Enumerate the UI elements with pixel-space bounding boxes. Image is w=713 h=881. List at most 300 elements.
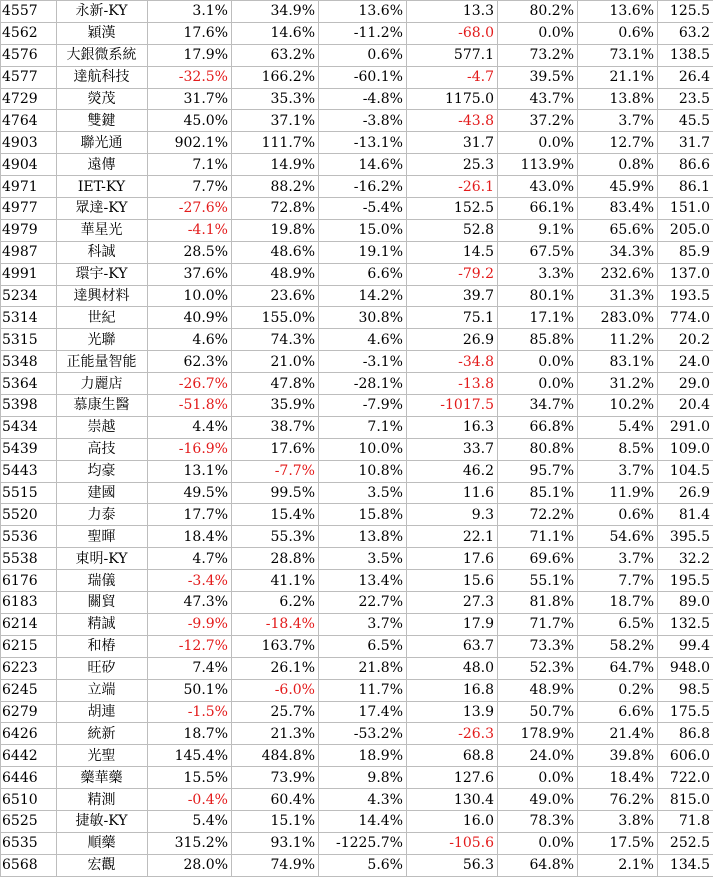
value-cell-6: 2.1%	[578, 854, 658, 876]
value-cell-1: -3.4%	[148, 570, 232, 592]
value-cell-7: 395.5	[658, 526, 713, 548]
stock-name-cell: 光聖	[57, 745, 148, 767]
value-cell-1: 50.1%	[148, 679, 232, 701]
value-cell-4: 52.8	[407, 219, 498, 241]
value-cell-3: 13.6%	[319, 1, 407, 23]
stock-name-cell: 大銀微系統	[57, 44, 148, 66]
value-cell-1: 18.4%	[148, 526, 232, 548]
value-cell-6: 0.2%	[578, 679, 658, 701]
value-cell-7: 193.5	[658, 285, 713, 307]
stock-code-cell: 6568	[1, 854, 57, 876]
value-cell-7: 20.2	[658, 329, 713, 351]
stock-code-cell: 6223	[1, 657, 57, 679]
value-cell-7: 134.5	[658, 854, 713, 876]
value-cell-5: 71.7%	[498, 613, 578, 635]
table-row	[1, 110, 713, 132]
stock-code-cell: 6525	[1, 810, 57, 832]
table-row	[1, 66, 713, 88]
stock-code-cell: 6279	[1, 701, 57, 723]
stock-name-cell: 均豪	[57, 460, 148, 482]
value-cell-5: 73.2%	[498, 44, 578, 66]
value-cell-4: 75.1	[407, 307, 498, 329]
value-cell-6: 45.9%	[578, 176, 658, 198]
value-cell-7: 606.0	[658, 745, 713, 767]
value-cell-1: 4.7%	[148, 548, 232, 570]
value-cell-4: 9.3	[407, 504, 498, 526]
value-cell-7: 26.9	[658, 482, 713, 504]
stock-name-cell: 永新-KY	[57, 1, 148, 23]
value-cell-4: 33.7	[407, 438, 498, 460]
stock-name-cell: 建國	[57, 482, 148, 504]
value-cell-3: 15.0%	[319, 219, 407, 241]
table-row	[1, 351, 713, 373]
value-cell-7: 26.4	[658, 66, 713, 88]
value-cell-5: 39.5%	[498, 66, 578, 88]
value-cell-2: -7.7%	[232, 460, 319, 482]
stock-code-cell: 5364	[1, 373, 57, 395]
value-cell-7: 125.5	[658, 1, 713, 23]
value-cell-5: 3.3%	[498, 263, 578, 285]
value-cell-6: 17.5%	[578, 832, 658, 854]
stock-name-cell: 宏觀	[57, 854, 148, 876]
stock-code-cell: 5234	[1, 285, 57, 307]
value-cell-5: 55.1%	[498, 570, 578, 592]
table-row	[1, 198, 713, 220]
value-cell-1: 40.9%	[148, 307, 232, 329]
value-cell-3: 3.7%	[319, 613, 407, 635]
table-row	[1, 789, 713, 811]
stock-name-cell: 光聯	[57, 329, 148, 351]
value-cell-7: 104.5	[658, 460, 713, 482]
value-cell-5: 72.2%	[498, 504, 578, 526]
value-cell-5: 73.3%	[498, 635, 578, 657]
stock-code-cell: 4576	[1, 44, 57, 66]
value-cell-1: -9.9%	[148, 613, 232, 635]
value-cell-7: 89.0	[658, 592, 713, 614]
stock-code-cell: 4979	[1, 219, 57, 241]
stock-code-cell: 6535	[1, 832, 57, 854]
value-cell-5: 0.0%	[498, 351, 578, 373]
value-cell-6: 13.6%	[578, 1, 658, 23]
value-cell-5: 69.6%	[498, 548, 578, 570]
value-cell-5: 66.1%	[498, 198, 578, 220]
value-cell-1: 315.2%	[148, 832, 232, 854]
value-cell-6: 3.7%	[578, 110, 658, 132]
value-cell-2: 35.3%	[232, 88, 319, 110]
value-cell-2: 484.8%	[232, 745, 319, 767]
table-row	[1, 438, 713, 460]
stock-name-cell: 環宇-KY	[57, 263, 148, 285]
value-cell-4: 39.7	[407, 285, 498, 307]
value-cell-2: -18.4%	[232, 613, 319, 635]
value-cell-4: 56.3	[407, 854, 498, 876]
value-cell-6: 8.5%	[578, 438, 658, 460]
table-row	[1, 395, 713, 417]
table-row	[1, 219, 713, 241]
value-cell-5: 34.7%	[498, 395, 578, 417]
value-cell-3: 5.6%	[319, 854, 407, 876]
value-cell-1: 5.4%	[148, 810, 232, 832]
stock-code-cell: 5348	[1, 351, 57, 373]
value-cell-3: 14.4%	[319, 810, 407, 832]
value-cell-5: 66.8%	[498, 416, 578, 438]
value-cell-7: 99.4	[658, 635, 713, 657]
value-cell-3: 9.8%	[319, 767, 407, 789]
value-cell-5: 43.7%	[498, 88, 578, 110]
stock-name-cell: 力泰	[57, 504, 148, 526]
value-cell-7: 86.6	[658, 154, 713, 176]
value-cell-6: 0.6%	[578, 504, 658, 526]
value-cell-5: 85.8%	[498, 329, 578, 351]
stock-code-cell: 4904	[1, 154, 57, 176]
value-cell-1: -51.8%	[148, 395, 232, 417]
stock-name-cell: 順藥	[57, 832, 148, 854]
table-row	[1, 132, 713, 154]
stock-code-cell: 5314	[1, 307, 57, 329]
stock-name-cell: 科誠	[57, 241, 148, 263]
table-row	[1, 285, 713, 307]
value-cell-4: 17.6	[407, 548, 498, 570]
stock-code-cell: 4991	[1, 263, 57, 285]
stock-code-cell: 4577	[1, 66, 57, 88]
table-row	[1, 701, 713, 723]
value-cell-4: 46.2	[407, 460, 498, 482]
stock-code-cell: 5515	[1, 482, 57, 504]
value-cell-1: -0.4%	[148, 789, 232, 811]
table-row	[1, 526, 713, 548]
value-cell-2: 26.1%	[232, 657, 319, 679]
value-cell-6: 73.1%	[578, 44, 658, 66]
stock-name-cell: 東明-KY	[57, 548, 148, 570]
table-row	[1, 241, 713, 263]
stock-name-cell: 慕康生醫	[57, 395, 148, 417]
value-cell-1: 4.4%	[148, 416, 232, 438]
stock-name-cell: IET-KY	[57, 176, 148, 198]
value-cell-2: 38.7%	[232, 416, 319, 438]
value-cell-4: 16.3	[407, 416, 498, 438]
value-cell-2: 163.7%	[232, 635, 319, 657]
value-cell-6: 21.1%	[578, 66, 658, 88]
value-cell-2: 21.3%	[232, 723, 319, 745]
value-cell-1: 49.5%	[148, 482, 232, 504]
value-cell-4: 577.1	[407, 44, 498, 66]
value-cell-3: 11.7%	[319, 679, 407, 701]
value-cell-4: -4.7	[407, 66, 498, 88]
stock-name-cell: 統新	[57, 723, 148, 745]
table-row	[1, 460, 713, 482]
value-cell-5: 0.0%	[498, 132, 578, 154]
value-cell-6: 65.6%	[578, 219, 658, 241]
value-cell-2: 21.0%	[232, 351, 319, 373]
stock-name-cell: 達興材料	[57, 285, 148, 307]
value-cell-4: 130.4	[407, 789, 498, 811]
value-cell-3: 19.1%	[319, 241, 407, 263]
value-cell-4: 14.5	[407, 241, 498, 263]
value-cell-3: 14.2%	[319, 285, 407, 307]
value-cell-6: 64.7%	[578, 657, 658, 679]
value-cell-3: -3.1%	[319, 351, 407, 373]
value-cell-5: 80.8%	[498, 438, 578, 460]
value-cell-2: 47.8%	[232, 373, 319, 395]
stock-code-cell: 5520	[1, 504, 57, 526]
value-cell-3: -16.2%	[319, 176, 407, 198]
value-cell-7: 774.0	[658, 307, 713, 329]
stock-code-cell: 4764	[1, 110, 57, 132]
value-cell-3: -4.8%	[319, 88, 407, 110]
value-cell-6: 18.4%	[578, 767, 658, 789]
value-cell-7: 85.9	[658, 241, 713, 263]
value-cell-6: 0.8%	[578, 154, 658, 176]
stock-code-cell: 6215	[1, 635, 57, 657]
value-cell-5: 52.3%	[498, 657, 578, 679]
table-row	[1, 613, 713, 635]
value-cell-2: 73.9%	[232, 767, 319, 789]
stock-name-cell: 熒茂	[57, 88, 148, 110]
stock-name-cell: 精測	[57, 789, 148, 811]
table-row	[1, 263, 713, 285]
stock-code-cell: 5538	[1, 548, 57, 570]
value-cell-1: 47.3%	[148, 592, 232, 614]
value-cell-2: 25.7%	[232, 701, 319, 723]
value-cell-3: 7.1%	[319, 416, 407, 438]
value-cell-6: 283.0%	[578, 307, 658, 329]
value-cell-1: -16.9%	[148, 438, 232, 460]
value-cell-5: 81.8%	[498, 592, 578, 614]
table-row	[1, 723, 713, 745]
value-cell-4: 11.6	[407, 482, 498, 504]
value-cell-1: -4.1%	[148, 219, 232, 241]
table-row	[1, 679, 713, 701]
value-cell-5: 24.0%	[498, 745, 578, 767]
value-cell-3: 3.5%	[319, 548, 407, 570]
value-cell-7: 109.0	[658, 438, 713, 460]
value-cell-5: 37.2%	[498, 110, 578, 132]
value-cell-2: 17.6%	[232, 438, 319, 460]
value-cell-4: 25.3	[407, 154, 498, 176]
table-row	[1, 1, 713, 23]
value-cell-1: 17.6%	[148, 22, 232, 44]
value-cell-2: 23.6%	[232, 285, 319, 307]
table-row	[1, 635, 713, 657]
table-row	[1, 832, 713, 854]
value-cell-7: 32.2	[658, 548, 713, 570]
value-cell-1: -12.7%	[148, 635, 232, 657]
value-cell-6: 31.2%	[578, 373, 658, 395]
value-cell-1: -26.7%	[148, 373, 232, 395]
value-cell-4: 48.0	[407, 657, 498, 679]
value-cell-5: 80.2%	[498, 1, 578, 23]
stock-code-cell: 4562	[1, 22, 57, 44]
value-cell-4: 22.1	[407, 526, 498, 548]
value-cell-6: 3.7%	[578, 548, 658, 570]
value-cell-2: 14.9%	[232, 154, 319, 176]
value-cell-5: 95.7%	[498, 460, 578, 482]
table-row	[1, 154, 713, 176]
value-cell-6: 39.8%	[578, 745, 658, 767]
table-row	[1, 854, 713, 876]
value-cell-6: 13.8%	[578, 88, 658, 110]
table-row	[1, 767, 713, 789]
stock-code-cell: 6442	[1, 745, 57, 767]
value-cell-5: 48.9%	[498, 679, 578, 701]
value-cell-6: 6.6%	[578, 701, 658, 723]
value-cell-4: -13.8	[407, 373, 498, 395]
value-cell-1: 145.4%	[148, 745, 232, 767]
value-cell-2: 74.9%	[232, 854, 319, 876]
value-cell-3: 6.6%	[319, 263, 407, 285]
value-cell-1: 13.1%	[148, 460, 232, 482]
value-cell-3: -1225.7%	[319, 832, 407, 854]
value-cell-7: 815.0	[658, 789, 713, 811]
value-cell-4: 16.8	[407, 679, 498, 701]
value-cell-1: -32.5%	[148, 66, 232, 88]
value-cell-1: 7.1%	[148, 154, 232, 176]
stock-code-cell: 4971	[1, 176, 57, 198]
value-cell-5: 50.7%	[498, 701, 578, 723]
value-cell-2: 34.9%	[232, 1, 319, 23]
value-cell-5: 0.0%	[498, 832, 578, 854]
value-cell-4: -68.0	[407, 22, 498, 44]
value-cell-7: 291.0	[658, 416, 713, 438]
value-cell-1: 28.0%	[148, 854, 232, 876]
stock-name-cell: 正能量智能	[57, 351, 148, 373]
value-cell-1: 45.0%	[148, 110, 232, 132]
stock-code-cell: 5536	[1, 526, 57, 548]
value-cell-3: 0.6%	[319, 44, 407, 66]
value-cell-7: 151.0	[658, 198, 713, 220]
value-cell-2: 28.8%	[232, 548, 319, 570]
value-cell-6: 11.9%	[578, 482, 658, 504]
value-cell-6: 11.2%	[578, 329, 658, 351]
stock-code-cell: 5443	[1, 460, 57, 482]
value-cell-6: 3.8%	[578, 810, 658, 832]
value-cell-4: -105.6	[407, 832, 498, 854]
value-cell-3: -13.1%	[319, 132, 407, 154]
value-cell-3: -28.1%	[319, 373, 407, 395]
value-cell-5: 0.0%	[498, 373, 578, 395]
value-cell-1: 17.7%	[148, 504, 232, 526]
stock-name-cell: 雙鍵	[57, 110, 148, 132]
value-cell-3: 14.6%	[319, 154, 407, 176]
value-cell-6: 7.7%	[578, 570, 658, 592]
value-cell-4: 16.0	[407, 810, 498, 832]
stock-name-cell: 崇越	[57, 416, 148, 438]
value-cell-2: 35.9%	[232, 395, 319, 417]
stock-name-cell: 穎漢	[57, 22, 148, 44]
value-cell-3: 15.8%	[319, 504, 407, 526]
stock-name-cell: 胡連	[57, 701, 148, 723]
value-cell-1: 4.6%	[148, 329, 232, 351]
stock-code-cell: 6510	[1, 789, 57, 811]
value-cell-4: 15.6	[407, 570, 498, 592]
stock-name-cell: 遠傳	[57, 154, 148, 176]
table-row	[1, 592, 713, 614]
stock-name-cell: 藥華藥	[57, 767, 148, 789]
stock-code-cell: 4903	[1, 132, 57, 154]
table-row	[1, 44, 713, 66]
table-row	[1, 88, 713, 110]
value-cell-7: 252.5	[658, 832, 713, 854]
value-cell-5: 67.5%	[498, 241, 578, 263]
value-cell-7: 24.0	[658, 351, 713, 373]
value-cell-5: 0.0%	[498, 767, 578, 789]
value-cell-6: 3.7%	[578, 460, 658, 482]
value-cell-5: 0.0%	[498, 22, 578, 44]
value-cell-3: 4.6%	[319, 329, 407, 351]
table-row	[1, 329, 713, 351]
stock-code-cell: 4729	[1, 88, 57, 110]
value-cell-2: 19.8%	[232, 219, 319, 241]
table-row	[1, 373, 713, 395]
table-row	[1, 176, 713, 198]
value-cell-5: 17.1%	[498, 307, 578, 329]
value-cell-1: 7.7%	[148, 176, 232, 198]
value-cell-7: 86.8	[658, 723, 713, 745]
value-cell-2: 88.2%	[232, 176, 319, 198]
value-cell-7: 20.4	[658, 395, 713, 417]
value-cell-7: 722.0	[658, 767, 713, 789]
value-cell-2: 48.6%	[232, 241, 319, 263]
stock-name-cell: 眾達-KY	[57, 198, 148, 220]
value-cell-2: 99.5%	[232, 482, 319, 504]
value-cell-4: 152.5	[407, 198, 498, 220]
value-cell-3: -7.9%	[319, 395, 407, 417]
stock-name-cell: 達航科技	[57, 66, 148, 88]
value-cell-2: 15.4%	[232, 504, 319, 526]
value-cell-6: 31.3%	[578, 285, 658, 307]
value-cell-1: 37.6%	[148, 263, 232, 285]
value-cell-5: 80.1%	[498, 285, 578, 307]
value-cell-6: 34.3%	[578, 241, 658, 263]
value-cell-3: -60.1%	[319, 66, 407, 88]
value-cell-1: 28.5%	[148, 241, 232, 263]
value-cell-6: 12.7%	[578, 132, 658, 154]
stock-name-cell: 立端	[57, 679, 148, 701]
value-cell-7: 86.1	[658, 176, 713, 198]
stock-name-cell: 和椿	[57, 635, 148, 657]
value-cell-4: 127.6	[407, 767, 498, 789]
value-cell-6: 18.7%	[578, 592, 658, 614]
value-cell-4: 26.9	[407, 329, 498, 351]
value-cell-3: 4.3%	[319, 789, 407, 811]
stock-name-cell: 聯光通	[57, 132, 148, 154]
table-row	[1, 482, 713, 504]
value-cell-3: 18.9%	[319, 745, 407, 767]
value-cell-2: 74.3%	[232, 329, 319, 351]
value-cell-1: 31.7%	[148, 88, 232, 110]
value-cell-1: 3.1%	[148, 1, 232, 23]
stock-code-cell: 6214	[1, 613, 57, 635]
value-cell-6: 10.2%	[578, 395, 658, 417]
value-cell-6: 83.1%	[578, 351, 658, 373]
table-row	[1, 504, 713, 526]
value-cell-7: 45.5	[658, 110, 713, 132]
value-cell-5: 178.9%	[498, 723, 578, 745]
value-cell-6: 232.6%	[578, 263, 658, 285]
table-row	[1, 548, 713, 570]
value-cell-7: 948.0	[658, 657, 713, 679]
value-cell-6: 6.5%	[578, 613, 658, 635]
value-cell-6: 54.6%	[578, 526, 658, 548]
value-cell-6: 83.4%	[578, 198, 658, 220]
value-cell-1: 18.7%	[148, 723, 232, 745]
value-cell-5: 85.1%	[498, 482, 578, 504]
value-cell-1: 10.0%	[148, 285, 232, 307]
value-cell-7: 23.5	[658, 88, 713, 110]
stock-name-cell: 關貿	[57, 592, 148, 614]
table-row	[1, 745, 713, 767]
value-cell-6: 21.4%	[578, 723, 658, 745]
